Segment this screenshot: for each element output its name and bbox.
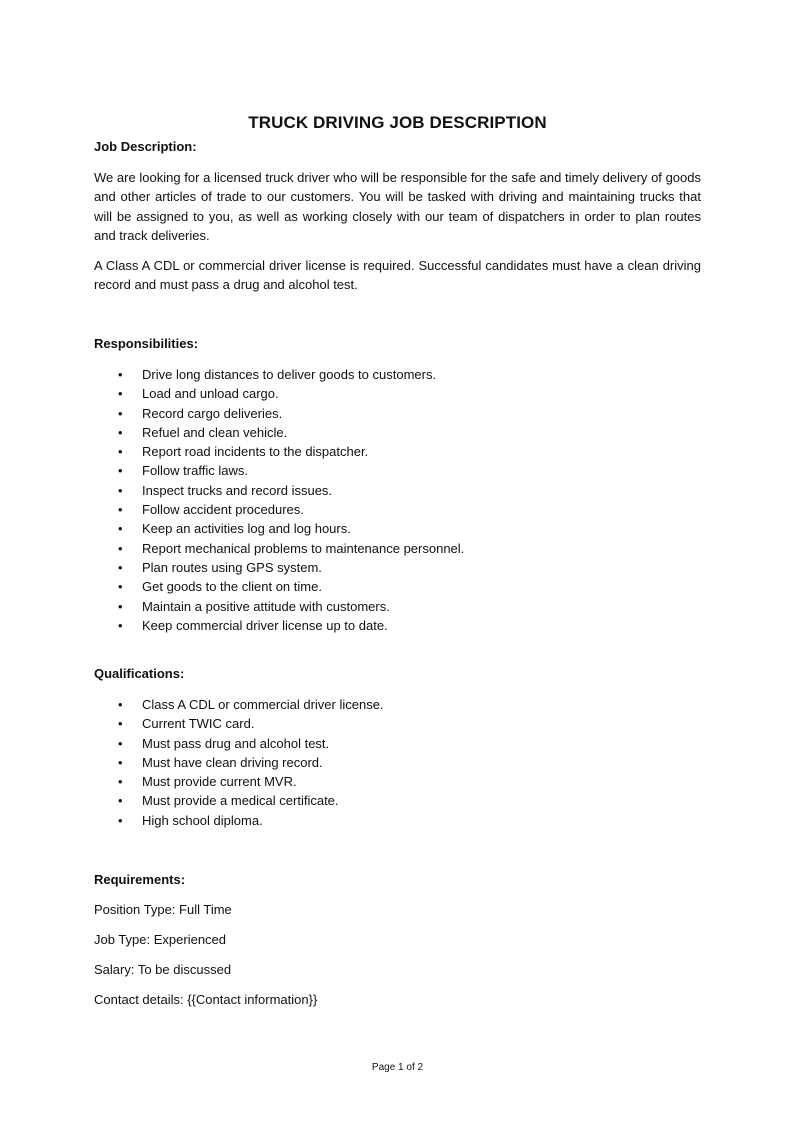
- list-item-text: High school diploma.: [142, 812, 263, 828]
- document-page: [94, 0, 701, 1122]
- list-item-text: Keep an activities log and log hours.: [142, 521, 351, 537]
- responsibilities-heading: Responsibilities:: [94, 336, 199, 351]
- list-item: [94, 558, 701, 577]
- list-item-text: Follow traffic laws.: [142, 463, 248, 479]
- list-item: [94, 811, 701, 830]
- job-type-text: Job Type: Experienced: [94, 932, 227, 947]
- responsibilities-list: [94, 365, 701, 635]
- bullet-icon: •: [118, 716, 123, 732]
- list-item-text: Keep commercial driver license up to date.: [142, 617, 388, 633]
- list-item: [94, 577, 701, 596]
- page-number-footer: Page 1 of 2: [371, 1062, 424, 1073]
- list-item-text: Inspect trucks and record issues.: [142, 482, 333, 498]
- bullet-icon: •: [118, 812, 123, 828]
- bullet-icon: •: [118, 540, 123, 556]
- list-item: [94, 714, 701, 733]
- list-item-text: Plan routes using GPS system.: [142, 559, 322, 575]
- list-item: [94, 442, 701, 461]
- job-description-paragraph-1: We are looking for a licensed truck driver who will be responsible for the safe and timely delivery of goods and other articles of trade to our customers. You will be tasked with driving and maintaining trucks that will be assigned to you, as well as working closely with our team of dispatchers in order to plan routes and track deliveries.: [94, 170, 701, 243]
- list-item-text: Report road incidents to the dispatcher.: [142, 444, 369, 460]
- bullet-icon: •: [118, 754, 123, 770]
- bullet-icon: •: [118, 697, 123, 712]
- list-item: [94, 365, 701, 384]
- job-description-paragraph-2: A Class A CDL or commercial driver license is required. Successful candidates must have a clean driving record and must pass a drug and alcohol test.: [94, 258, 701, 293]
- bullet-icon: •: [118, 598, 123, 614]
- document-title: TRUCK DRIVING JOB DESCRIPTION: [248, 113, 547, 132]
- qualifications-heading: Qualifications:: [94, 666, 185, 681]
- requirements-heading: Requirements:: [94, 872, 186, 887]
- list-item: [94, 616, 701, 635]
- list-item: [94, 384, 701, 403]
- list-item-text: Must provide a medical certificate.: [142, 793, 339, 809]
- list-item: [94, 461, 701, 480]
- list-item-text: Current TWIC card.: [142, 716, 255, 732]
- list-item-text: Class A CDL or commercial driver license.: [142, 697, 384, 712]
- bullet-icon: •: [118, 617, 123, 633]
- position-type-text: Position Type: Full Time: [94, 902, 232, 917]
- list-item-text: Report mechanical problems to maintenance personnel.: [142, 540, 465, 556]
- list-item-text: Refuel and clean vehicle.: [142, 424, 288, 440]
- bullet-icon: •: [118, 367, 123, 382]
- list-item: [94, 539, 701, 558]
- list-item: [94, 519, 701, 538]
- list-item-text: Maintain a positive attitude with customers.: [142, 598, 390, 614]
- qualifications-list: [94, 695, 701, 830]
- list-item-text: Load and unload cargo.: [142, 386, 279, 402]
- bullet-icon: •: [118, 793, 123, 809]
- bullet-icon: •: [118, 482, 123, 498]
- bullet-icon: •: [118, 463, 123, 479]
- list-item: [94, 791, 701, 810]
- bullet-icon: •: [118, 502, 123, 518]
- list-item-text: Must provide current MVR.: [142, 774, 297, 790]
- bullet-icon: •: [118, 774, 123, 790]
- bullet-icon: •: [118, 444, 123, 460]
- bullet-icon: •: [118, 405, 123, 421]
- bullet-icon: •: [118, 735, 123, 751]
- list-item-text: Record cargo deliveries.: [142, 405, 283, 421]
- job-description-heading: Job Description:: [94, 139, 197, 154]
- list-item: [94, 500, 701, 519]
- list-item: [94, 695, 701, 714]
- list-item: [94, 597, 701, 616]
- list-item: [94, 734, 701, 753]
- list-item-text: Get goods to the client on time.: [142, 579, 322, 595]
- list-item-text: Follow accident procedures.: [142, 502, 304, 518]
- list-item: [94, 753, 701, 772]
- bullet-icon: •: [118, 559, 123, 575]
- bullet-icon: •: [118, 579, 123, 595]
- bullet-icon: •: [118, 424, 123, 440]
- salary-text: Salary: To be discussed: [94, 962, 232, 977]
- list-item: [94, 404, 701, 423]
- list-item: [94, 481, 701, 500]
- list-item-text: Drive long distances to deliver goods to customers.: [142, 367, 437, 382]
- list-item-text: Must have clean driving record.: [142, 754, 323, 770]
- bullet-icon: •: [118, 521, 123, 537]
- list-item-text: Must pass drug and alcohol test.: [142, 735, 330, 751]
- contact-details-text: Contact details: {{Contact information}}: [94, 992, 318, 1007]
- bullet-icon: •: [118, 386, 123, 402]
- list-item: [94, 772, 701, 791]
- list-item: [94, 423, 701, 442]
